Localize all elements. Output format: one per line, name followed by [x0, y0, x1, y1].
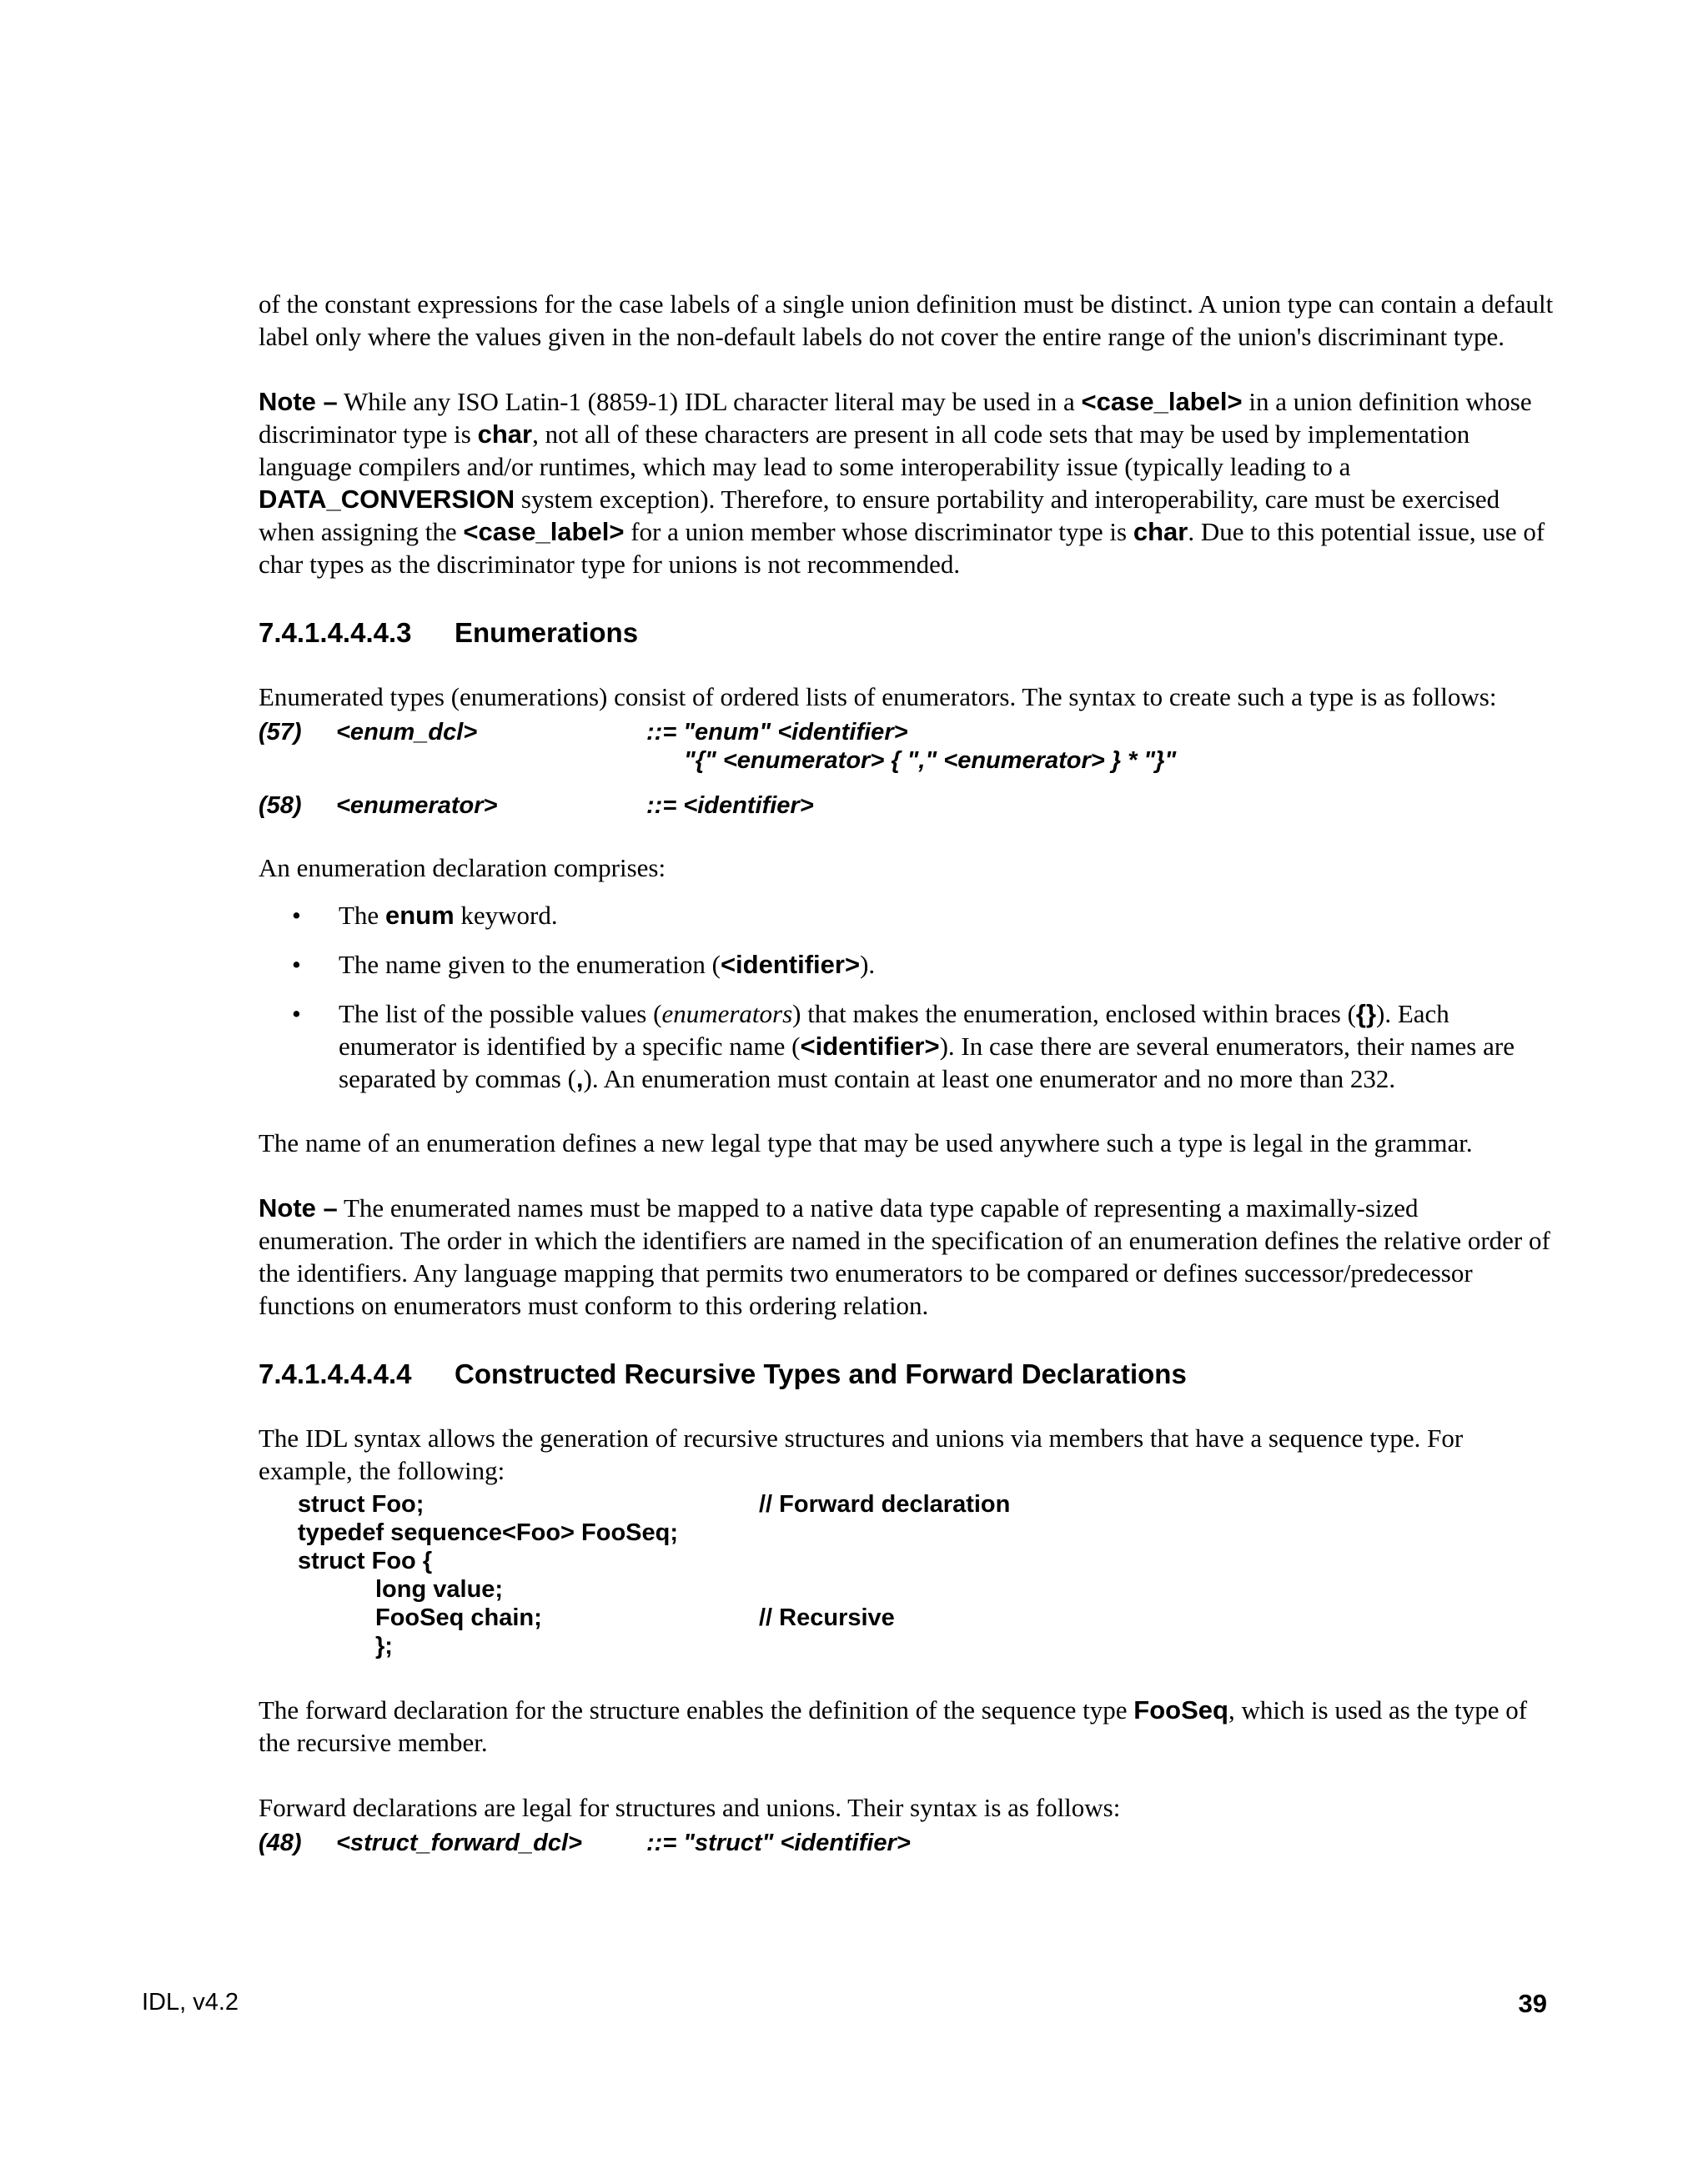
code-line [298, 1632, 1560, 1660]
paragraph-text: , which is used as the type of the recursive member. [259, 1695, 1528, 1757]
rule-lhs: <struct_forward_dcl> [336, 1830, 582, 1856]
paragraph-legal-type: The name of an enumeration defines a new legal type that may be used anywhere such a type is legal in the grammar. [259, 1128, 1473, 1157]
list-item [259, 997, 1560, 1095]
rule-number: (48) [259, 1830, 302, 1856]
note-case-label [259, 385, 1560, 580]
code-text: FooSeq chain; [375, 1604, 542, 1631]
note-text: The enumerated names must be mapped to a native data type capable of representing a maximally-sized enumeration. The order in which the identifiers are named in the specification of an enumeration defines the relative order of the identifiers. Any language mapping that permits two enumerators to be compared or defines successor/predecessor functions on enumerators must conform to this ordering relation. [259, 1193, 1550, 1320]
rule-rhs: ::= "struct" <identifier> [646, 1830, 911, 1856]
rule-continuation: "{" <enumerator> { "," <enumerator> } * "}" [684, 747, 1177, 774]
code-line [298, 1490, 1560, 1519]
note-text: While any ISO Latin-1 (8859-1) IDL character literal may be used in a [337, 387, 1082, 416]
code-comment [759, 1547, 1560, 1575]
code-comment [759, 1519, 1560, 1547]
bullet-list [259, 899, 1560, 1095]
item-text: The name given to the enumeration ( [339, 950, 721, 979]
keyword: <case_label> [463, 517, 625, 546]
code-example [259, 1490, 1560, 1660]
rule-rhs: ::= "enum" <identifier> [646, 719, 908, 746]
grammar-enum [259, 718, 1560, 820]
keyword: <case_label> [1081, 387, 1243, 416]
code-comment: // Forward declaration [759, 1491, 1011, 1518]
footer-doc-title: IDL, v4.2 [142, 1989, 239, 2016]
code-text: long value; [375, 1576, 504, 1603]
note-text: system exception). Therefore, to ensure portability and interoperability, care must be exercised when assigning the [259, 485, 1500, 546]
item-text: ). [860, 950, 876, 979]
grammar-rule [259, 1829, 1560, 1857]
code-text: struct Foo; [298, 1491, 424, 1518]
item-text: ) that makes the enumeration, enclosed within braces ( [792, 999, 1356, 1028]
code-comment: // Recursive [759, 1604, 895, 1631]
grammar-rule [259, 718, 1560, 746]
note-text: , not all of these characters are present in all code sets that may be used by implementation language compilers and/or runtimes, which may lead to some interoperability issue (typically leading to a [259, 419, 1470, 481]
code-line [298, 1575, 1560, 1604]
note-label: Note – [259, 387, 338, 416]
note-text: . Due to this potential issue, use of char types as the discriminator type for unions is not recommended. [259, 517, 1545, 579]
note-label: Note – [259, 1193, 338, 1223]
note-text: for a union member whose discriminator type is [624, 517, 1133, 546]
section-heading-recursive [259, 1357, 1560, 1392]
list-item [259, 899, 1560, 931]
item-text: The [339, 901, 385, 930]
code-comment [836, 1632, 1560, 1660]
code-comment [836, 1575, 1560, 1604]
rule-number: (57) [259, 719, 302, 746]
keyword: <identifier> [800, 1032, 940, 1061]
paragraph-enum-intro: Enumerated types (enumerations) consist of ordered lists of enumerators. The syntax to create such a type is as follows: [259, 682, 1497, 711]
rule-lhs: <enum_dcl> [336, 719, 478, 746]
section-title: Enumerations [455, 617, 639, 648]
bullet-icon: • [292, 901, 301, 930]
section-number: 7.4.1.4.4.4.4 [259, 1358, 412, 1389]
keyword: <identifier> [720, 950, 861, 979]
section-heading-enumerations [259, 615, 1560, 650]
paragraph-forward-legal: Forward declarations are legal for structures and unions. Their syntax is as follows: [259, 1793, 1121, 1822]
bullet-icon: • [292, 999, 301, 1028]
italic-term: enumerators [661, 999, 793, 1028]
section-number: 7.4.1.4.4.4.3 [259, 617, 412, 648]
code-text: typedef sequence<Foo> FooSeq; [298, 1519, 679, 1546]
rule-lhs: <enumerator> [336, 792, 498, 819]
paragraph-comprises: An enumeration declaration comprises: [259, 853, 666, 882]
item-text: ). In case there are several enumerators, their names are separated by commas ( [339, 1032, 1515, 1093]
paragraph-union-labels: of the constant expressions for the case labels of a single union definition must be distinct. A union type can contain a default label only where the values given in the non-default labels do not cover the entire range of the union's discriminant type. [259, 289, 1554, 351]
code-line [298, 1519, 1560, 1547]
rule-rhs: ::= <identifier> [646, 792, 814, 819]
item-text: keyword. [454, 901, 558, 930]
code-line [298, 1604, 1560, 1632]
page-number: 39 [1518, 1989, 1547, 2018]
list-item [259, 948, 1560, 981]
keyword: FooSeq [1133, 1695, 1228, 1725]
code-line [298, 1547, 1560, 1575]
grammar-rule [259, 791, 1560, 820]
paragraph-recursive: The IDL syntax allows the generation of recursive structures and unions via members that have a sequence type. For example, the following: [259, 1423, 1464, 1485]
bullet-icon: • [292, 950, 301, 979]
keyword: , [575, 1064, 584, 1093]
keyword: char [1133, 517, 1188, 546]
item-text: ). An enumeration must contain at least one enumerator and no more than 232. [583, 1064, 1396, 1093]
grammar-forward [259, 1829, 1560, 1857]
section-title: Constructed Recursive Types and Forward Declarations [455, 1358, 1187, 1389]
item-text: The list of the possible values ( [339, 999, 662, 1028]
paragraph-forward-decl [259, 1694, 1560, 1759]
paragraph-text: The forward declaration for the structure enables the definition of the sequence type [259, 1695, 1134, 1725]
keyword: char [477, 419, 533, 449]
note-text: in a union definition whose discriminator type is [259, 387, 1532, 449]
keyword: enum [384, 901, 455, 930]
code-text: struct Foo { [298, 1548, 433, 1574]
keyword: DATA_CONVERSION [259, 485, 515, 514]
code-text: }; [375, 1633, 393, 1659]
rule-number: (58) [259, 792, 302, 819]
item-text: ). Each enumerator is identified by a specific name ( [339, 999, 1449, 1061]
keyword: {} [1355, 999, 1377, 1028]
page-content [259, 288, 1560, 1857]
note-enumerated-names [259, 1192, 1560, 1322]
